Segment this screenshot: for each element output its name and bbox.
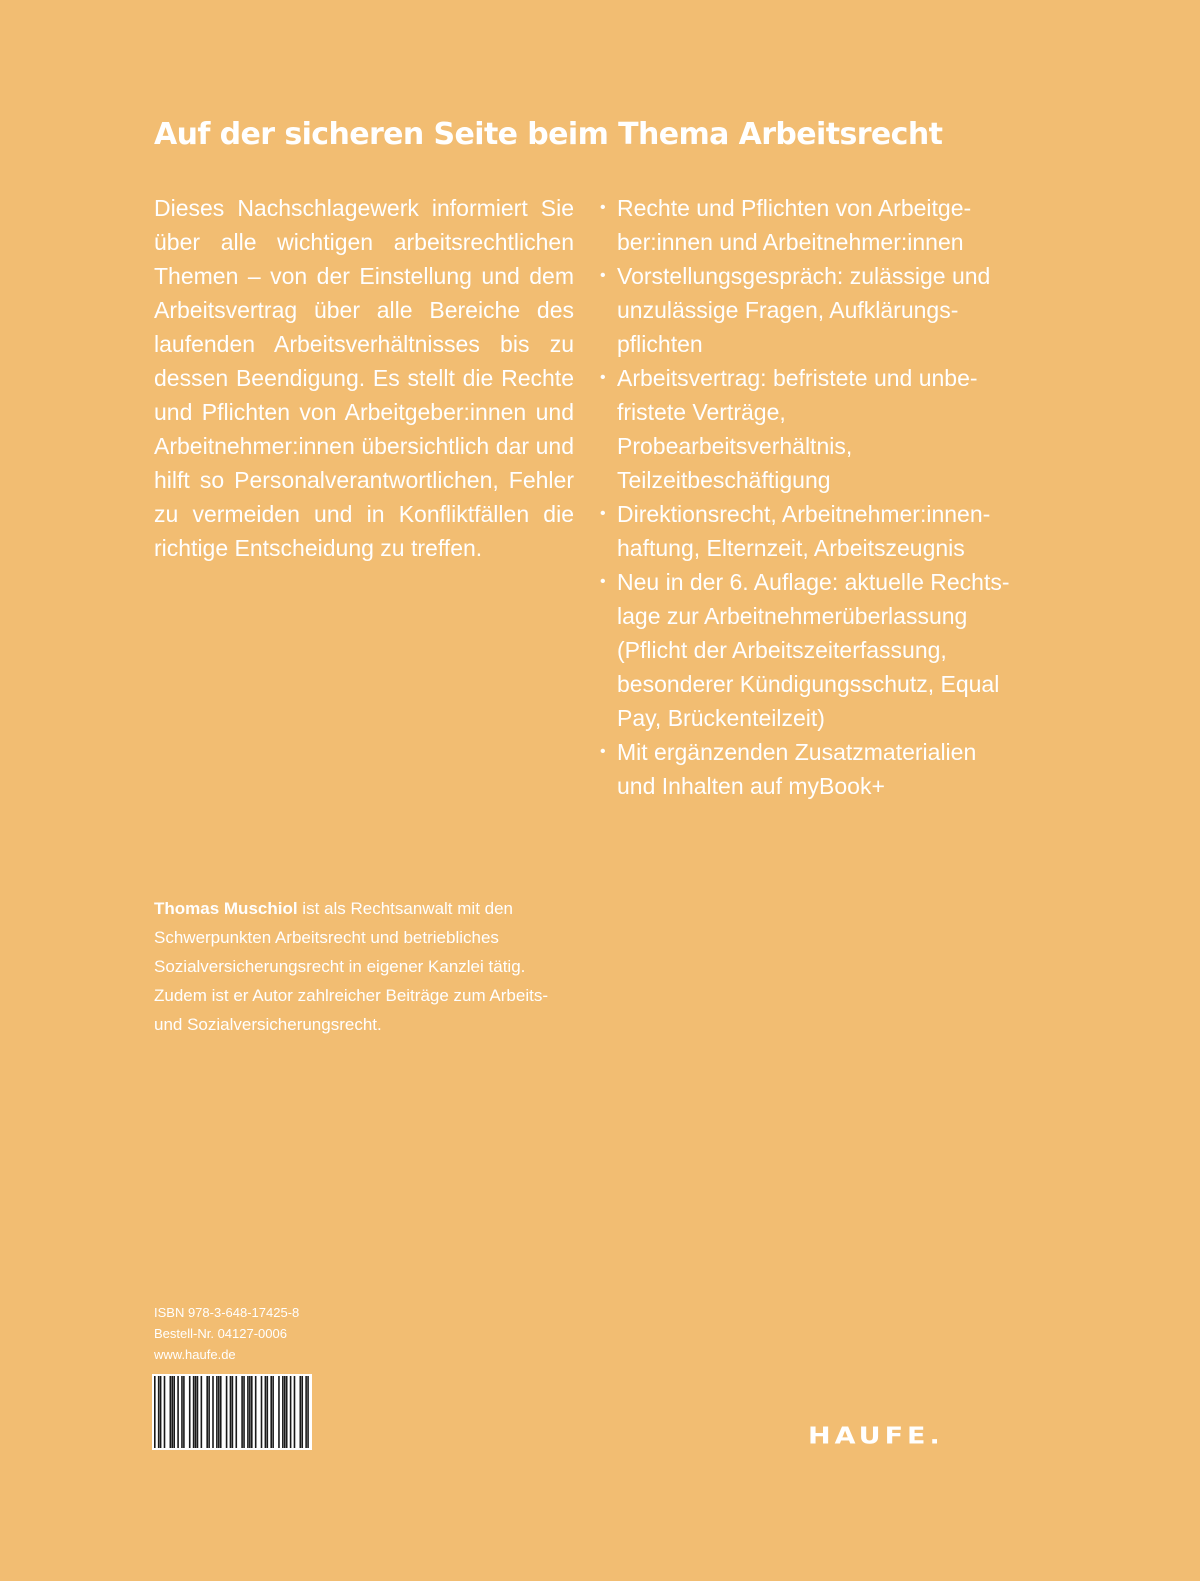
- intro-paragraph: Dieses Nachschlagewerk informiert Sie über alle wichtigen arbeitsrechtlichen Themen – von der Einstellung und dem Arbeitsvertrag über alle Bereiche des laufenden Arbeitsverhältnisses bis zu dessen Beendigung. Es stellt die Rechte und Pflichten von Arbeitgeber:innen und Arbeitnehmer:innen übersichtlich dar und hilft so Personalverantwortlichen, Fehler zu vermeiden und in Konfliktfällen die richtige Entscheidung zu treffen.: [154, 195, 574, 561]
- barcode-bar: [154, 1376, 156, 1448]
- feature-text: Neu in der 6. Auflage: aktuelle Rechtslage zur Arbeitnehmerüberlassung (Pflicht der Arbeitszeiterfassung, besonderer Kündigungsschutz, Equal Pay, Brückenteilzeit): [617, 569, 1010, 731]
- feature-list-item: [600, 191, 1020, 259]
- barcode-bar: [220, 1376, 222, 1448]
- publisher-website: www.haufe.de: [154, 1347, 236, 1362]
- barcode-bar: [249, 1376, 251, 1448]
- barcode-bar: [305, 1376, 307, 1448]
- bullet-marker: •: [600, 199, 606, 216]
- barcode-bar: [181, 1376, 183, 1448]
- barcode: [152, 1374, 312, 1450]
- barcode-bar: [160, 1376, 162, 1448]
- barcode-bar: [286, 1376, 288, 1448]
- feature-list-item: [600, 361, 1020, 497]
- barcode-bar: [294, 1376, 296, 1448]
- barcode-bar: [193, 1376, 195, 1448]
- bullet-marker: •: [600, 573, 606, 590]
- barcode-bar: [189, 1376, 191, 1448]
- barcode-bar: [208, 1376, 210, 1448]
- bullet-marker: •: [600, 267, 606, 284]
- barcode-bar: [290, 1376, 292, 1448]
- feature-text: Direktionsrecht, Arbeitnehmer:innenhaftung, Elternzeit, Arbeitszeugnis: [617, 501, 991, 561]
- bullet-marker: •: [600, 369, 606, 386]
- publisher-logo: HAUFE.: [808, 1423, 944, 1450]
- cover-headline: Auf der sicheren Seite beim Thema Arbeitsrecht: [154, 117, 943, 152]
- barcode-bar: [243, 1376, 245, 1448]
- bullet-marker: •: [600, 743, 606, 760]
- barcode-bar: [173, 1376, 175, 1448]
- barcode-bar: [226, 1376, 228, 1448]
- barcode-bar: [301, 1376, 303, 1448]
- isbn-number: ISBN 978-3-648-17425-8: [154, 1305, 300, 1320]
- barcode-bar: [255, 1376, 257, 1448]
- barcode-bar: [265, 1376, 267, 1448]
- barcode-bar: [171, 1376, 173, 1448]
- author-name: Thomas Muschiol: [154, 899, 298, 918]
- barcode-bar: [261, 1376, 263, 1448]
- barcode-bar: [206, 1376, 208, 1448]
- barcode-bar: [195, 1376, 197, 1448]
- barcode-bar: [183, 1376, 185, 1448]
- author-bio: [154, 894, 554, 1039]
- feature-list: [600, 191, 1020, 803]
- barcode-bar: [216, 1376, 218, 1448]
- barcode-bar: [267, 1376, 269, 1448]
- feature-text: Mit ergänzenden Zusatzmaterialien und Inhalten auf myBook+: [617, 739, 977, 799]
- feature-list-item: [600, 259, 1020, 361]
- barcode-bar: [241, 1376, 243, 1448]
- barcode-bar: [218, 1376, 220, 1448]
- feature-text: Arbeitsvertrag: befristete und unbefristete Verträge, Probearbeitsverhältnis, Teilzeitbeschäftigung: [617, 365, 978, 493]
- barcode-bar: [270, 1376, 272, 1448]
- author-bio-text: ist als Rechtsanwalt mit den Schwerpunkten Arbeitsrecht und betriebliches Sozialversicherungsrecht in eigener Kanzlei tätig. Zudem ist er Autor zahlreicher Beiträge zum Arbeits- und Sozialversicherungsrecht.: [154, 899, 548, 1034]
- barcode-bar: [212, 1376, 214, 1448]
- barcode-bar: [307, 1376, 309, 1448]
- feature-list-item: [600, 735, 1020, 803]
- barcode-bar: [251, 1376, 253, 1448]
- feature-list-item: [600, 565, 1020, 735]
- barcode-bar: [278, 1376, 280, 1448]
- barcode-bar: [170, 1376, 172, 1448]
- barcode-bar: [164, 1376, 166, 1448]
- barcode-bar: [197, 1376, 199, 1448]
- feature-text: Vorstellungsgespräch: zulässige und unzulässige Fragen, Aufklärungspflichten: [617, 263, 991, 357]
- barcode-bar: [201, 1376, 203, 1448]
- barcode-bar: [158, 1376, 160, 1448]
- order-number: Bestell-Nr. 04127-0006: [154, 1326, 287, 1341]
- barcode-bar: [230, 1376, 232, 1448]
- barcode-graphic: [152, 1374, 312, 1450]
- barcode-bar: [247, 1376, 249, 1448]
- publication-info: [154, 1302, 299, 1365]
- barcode-bar: [232, 1376, 234, 1448]
- bullet-marker: •: [600, 505, 606, 522]
- barcode-bar: [300, 1376, 302, 1448]
- feature-list-item: [600, 497, 1020, 565]
- barcode-bar: [272, 1376, 274, 1448]
- feature-text: Rechte und Pflichten von Arbeitgeber:innen und Arbeitnehmer:innen: [617, 195, 972, 255]
- barcode-bar: [284, 1376, 286, 1448]
- barcode-bar: [177, 1376, 179, 1448]
- barcode-bar: [282, 1376, 284, 1448]
- barcode-bar: [235, 1376, 237, 1448]
